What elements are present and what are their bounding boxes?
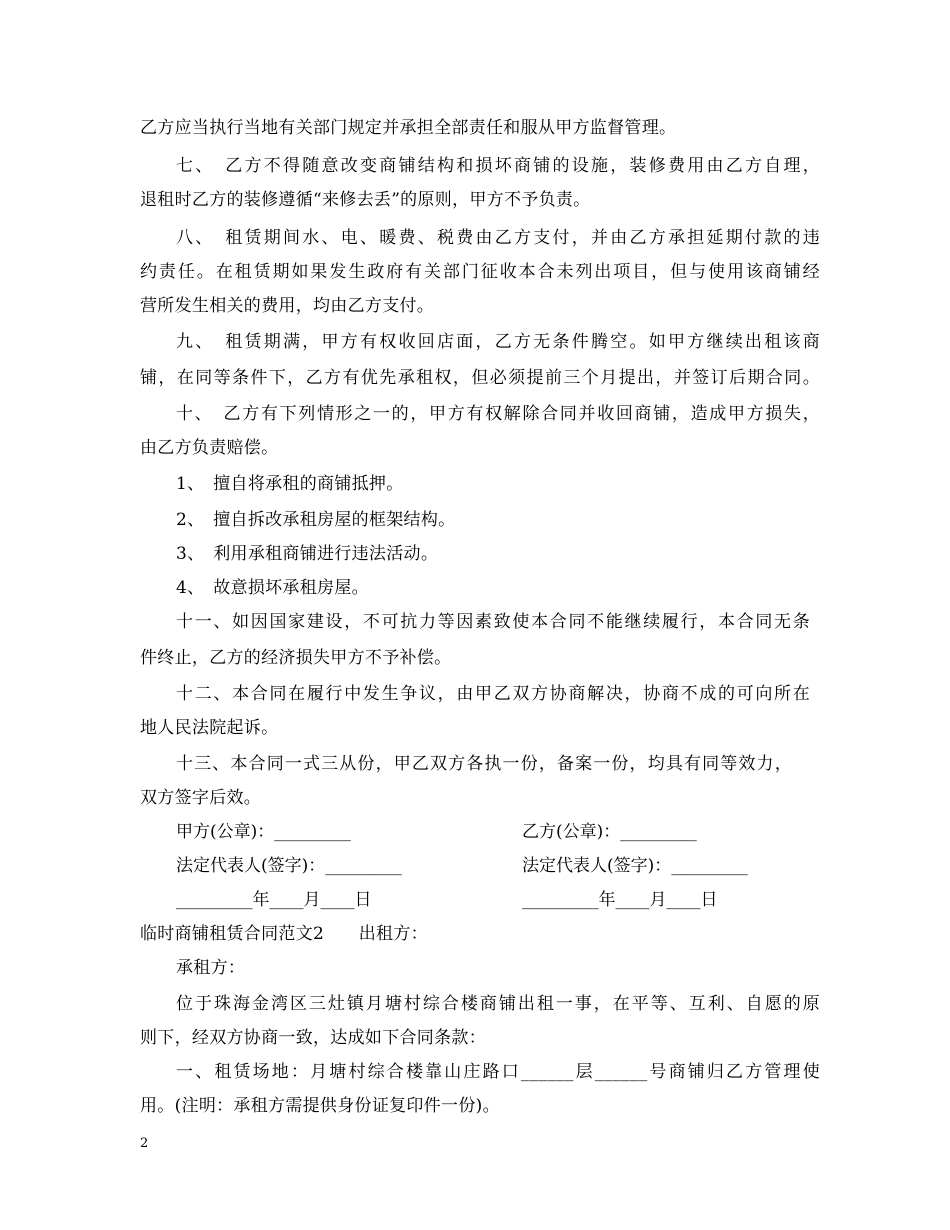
party-b-representative: 法定代表人(签字)：_________ [522,856,748,876]
text-line: 则下，经双方协商一致，达成如下合同条款： [140,1028,486,1048]
text-line: 用。(注明：承租方需提供身份证复印件一份)。 [140,1096,500,1116]
clause-13-text: 十三、本合同一式三从份，甲乙双方各执一份，备案一份，均具有同等效力， [176,754,792,774]
clause-8-text: 八、 租赁期间水、电、暖费、税费由乙方支付，并由乙方承担延期付款的违 [176,228,820,248]
text-line: 铺，在同等条件下，乙方有优先承租权，但必须提前三个月提出，并签订后期合同。 [140,368,820,388]
party-b-seal: 乙方(公章)：_________ [522,822,697,842]
text-line: 件终止，乙方的经济损失甲方不予补偿。 [140,648,452,668]
text-line: 地人民法院起诉。 [140,718,279,738]
lessee-label: 承租方： [176,958,246,978]
page-number: 2 [140,1136,149,1151]
text-line: 双方签字后效。 [140,788,262,808]
list-item-1: 1、 擅自将承租的商铺抵押。 [176,474,404,494]
text-line: 退租时乙方的装修遵循“来修去丢”的原则，甲方不予负责。 [140,190,591,210]
party-a-date: _________年____月____日 [176,890,372,910]
clause-7-text: 七、 乙方不得随意改变商铺结构和损坏商铺的设施，装修费用由乙方自理， [176,156,820,176]
text-line: 约责任。在租赁期如果发生政府有关部门征收本合未列出项目，但与使用该商铺经 [140,262,820,282]
clause-11-text: 十一、如因国家建设，不可抗力等因素致使本合同不能继续履行，本合同无条 [176,612,810,632]
party-b-date: _________年____月____日 [522,890,718,910]
list-item-2: 2、 擅自拆改承租房屋的框架结构。 [176,510,456,530]
clause-10-text: 十、 乙方有下列情形之一的，甲方有权解除合同并收回商铺，造成甲方损失， [176,404,820,424]
text-line: 由乙方负责赔偿。 [140,438,279,458]
section-heading: 临时商铺租赁合同范文2 出租方： [140,924,428,944]
preamble-text: 位于珠海金湾区三灶镇月塘村综合楼商铺出租一事，在平等、互利、自愿的原 [176,994,820,1014]
party-a-seal: 甲方(公章)：_________ [176,822,351,842]
clause-9-text: 九、 租赁期满，甲方有权收回店面，乙方无条件腾空。如甲方继续出租该商 [176,332,820,352]
clause-12-text: 十二、本合同在履行中发生争议，由甲乙双方协商解决，协商不成的可向所在 [176,684,810,704]
text-line: 营所发生相关的费用，均由乙方支付。 [140,296,435,316]
list-item-4: 4、 故意损坏承租房屋。 [176,578,369,598]
list-item-3: 3、 利用承租商铺进行违法活动。 [176,544,439,564]
rental-site-clause: 一、租赁场地：月塘村综合楼靠山庄路口______层______号商铺归乙方管理使 [176,1062,820,1082]
text-line: 乙方应当执行当地有关部门规定并承担全部责任和服从甲方监督管理。 [140,118,677,138]
party-a-representative: 法定代表人(签字)：_________ [176,856,402,876]
